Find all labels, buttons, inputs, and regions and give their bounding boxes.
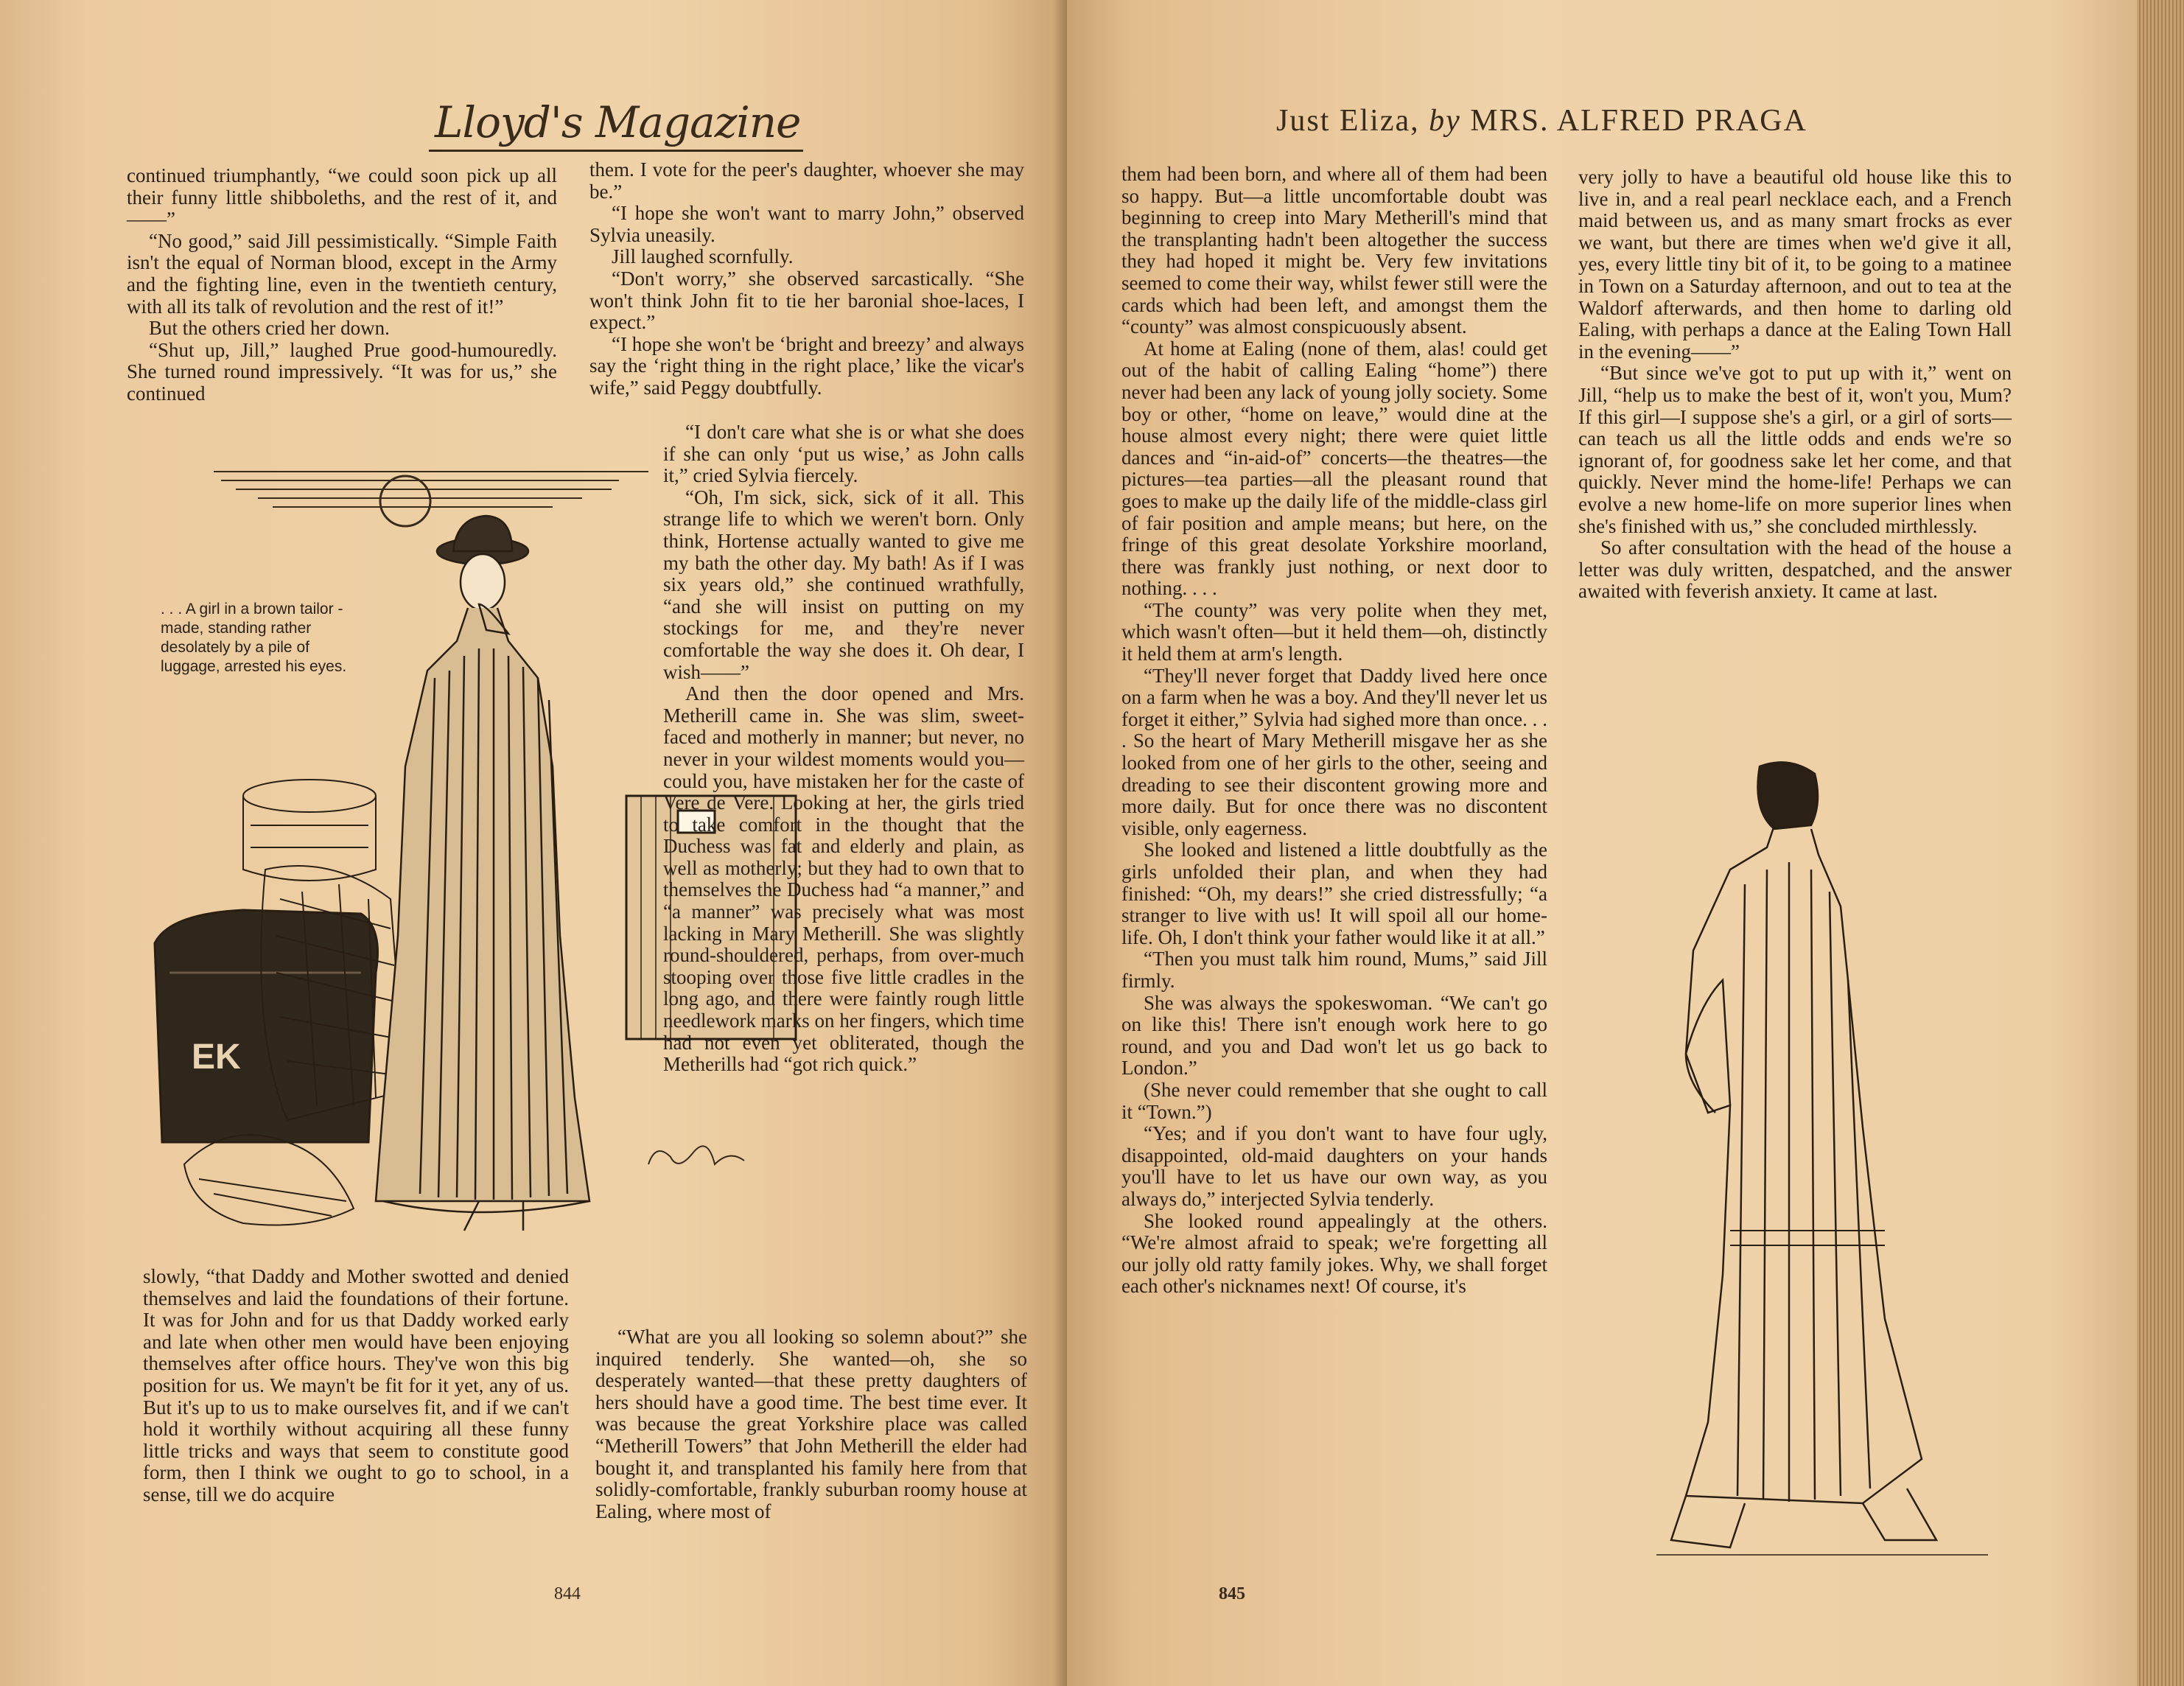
illustration-man-in-overcoat xyxy=(1642,759,2010,1577)
paragraph: And then the door opened and Mrs. Metherill came in. She was slim, sweet-faced and motherly in manner; but never, no never in your wildest moments would you—could you, have mistaken her for the caste of Vere de Vere. Looking at her, the girls tried to take comfort in the thought that the Duchess was fat and elderly and plain, as well as motherly; but they had to own that to themselves the Duchess had “a manner,” and “a manner” was precisely what was most lacking in Mary Metherill. She was slightly round-shouldered, perhaps, from over-much stooping over those five little cradles in the long ago, and there were faintly rough little needlework marks on her fingers, which time had not even yet obliterated, though the Metherills had “got rich quick.” xyxy=(663,682,1024,1076)
paragraph: “Shut up, Jill,” laughed Prue good-humouredly. She turned round impressively. “It was for us,” she continued xyxy=(127,338,557,405)
paragraph: continued triumphantly, “we could soon pick up all their funny little shibboleths, and the rest of it, and——” xyxy=(127,164,557,231)
page-number-left: 844 xyxy=(554,1584,581,1603)
page-edges xyxy=(2137,0,2184,1686)
left-column-1-bottom xyxy=(143,1266,569,1506)
paragraph: very jolly to have a beautiful old house like this to live in, and a real pearl necklace each, and a French maid between us, and as many smart frocks as ever we want, but there are times when we'd give it all, yes, every little tiny bit of it, to be going to a matinee in Town on a Saturday afternoon, and out to tea at the Waldorf afterwards, and then home to darling old Ealing, with perhaps a dance at the Ealing Town Hall in the evening——” xyxy=(1578,166,2012,363)
magazine-masthead xyxy=(435,97,800,147)
left-page xyxy=(0,0,1067,1686)
paragraph: them had been born, and where all of them had been so happy. But—a little uncomfortable doubt was beginning to creep into Mary Metherill's mind that the transplanting hadn't been altogether the success they had hoped it might be. Very few invitations seemed to come their way, whilst fewer still were the cards which had been left, and amongst them the “county” was almost conspicuously absent. xyxy=(1121,163,1547,338)
paragraph: “The county” was very polite when they met, which wasn't often—but it held them—oh, distinctly it held them at arm's length. xyxy=(1121,598,1547,665)
author-name: MRS. ALFRED PRAGA xyxy=(1470,104,1807,138)
paragraph: them. I vote for the peer's daughter, whoever she may be.” xyxy=(589,158,1024,203)
paragraph: “Oh, I'm sick, sick, sick of it all. This strange life to which we weren't born. Only think, Hortense actually wanted to give me my bath the other day. My bath! As if I was six years old,” she continued wrathfully, “and she will insist on putting on my stockings for me, and they're never comfortable the way she does it. Oh dear, I wish——” xyxy=(663,486,1024,683)
paragraph: “Yes; and if you don't want to have four ugly, disappointed, old-maid daughters on your hands you'll have to let us have our own way, as you always do,” interjected Sylvia tenderly. xyxy=(1121,1122,1547,1210)
trunk-initials: EK xyxy=(192,1038,241,1077)
paragraph: “Don't worry,” she observed sarcastically. “She won't think John fit to tie her baronial shoe-laces, I expect.” xyxy=(589,267,1024,334)
paragraph: Jill laughed scornfully. xyxy=(612,245,794,268)
running-head xyxy=(1276,103,1807,139)
left-column-2-middle xyxy=(663,422,1024,1076)
paragraph: “No good,” said Jill pessimistically. “Simple Faith isn't the equal of Norman blood, except in the Army and the fighting line, even in the twentieth century, with all its talk of revolution and the rest of it!” xyxy=(127,229,557,318)
paragraph: “Then you must talk him round, Mums,” said Jill firmly. xyxy=(1121,948,1547,992)
left-column-2-bottom xyxy=(595,1326,1027,1522)
byline-by: by xyxy=(1429,104,1461,138)
page-number-right: 845 xyxy=(1219,1584,1245,1603)
paragraph: “I don't care what she is or what she does if she can only ‘put us wise,’ as John calls it,” cried Sylvia fiercely. xyxy=(663,421,1024,487)
paragraph: So after consultation with the head of the house a letter was duly written, despatched, and the answer awaited with feverish anxiety. It came at last. xyxy=(1578,536,2012,603)
paragraph: She was always the spokeswoman. “We can't go on like this! There isn't enough work here to go round, and you and Dad won't let us go back to London.” xyxy=(1121,991,1547,1080)
paragraph: “But since we've got to put up with it,” went on Jill, “help us to make the best of it, won't you, Mum? If this girl—I suppose she's a girl, or a girl of sorts—can teach us all the little odds and ends we're so ignorant of, for goodness sake let her come, and that quickly. Never mind the home-life! Perhaps we can evolve a new home-life on more superior lines when she's finished with us,” she concluded mirthlessly. xyxy=(1578,362,2012,537)
right-column-2 xyxy=(1578,167,2012,603)
paragraph: But the others cried her down. xyxy=(149,317,390,340)
paragraph: “I hope she won't be ‘bright and breezy’ and always say the ‘right thing in the right place,’ like the vicar's wife,” said Peggy doubtfully. xyxy=(589,332,1024,399)
left-column-1-top xyxy=(127,165,557,405)
masthead-text: Lloyd's Magazine xyxy=(435,97,801,147)
right-page xyxy=(1067,0,2184,1686)
paragraph: She looked round appealingly at the others. “We're almost afraid to speak; we're forgetting all our jolly old ratty family jokes. Why, we shall forget each other's nicknames next! Of course, it's xyxy=(1121,1209,1547,1298)
paragraph: “What are you all looking so solemn about?” she inquired tenderly. She wanted—oh, she so desperately wanted—that these pretty daughters of hers should have a good time. The best time ever. It was because the great Yorkshire place was called “Metherill Towers” that John Metherill the elder had bought it, and transplanted his family here from that solidly-comfortable, frankly suburban roomy house at Ealing, where most of xyxy=(595,1326,1027,1522)
paragraph: slowly, “that Daddy and Mother swotted and denied themselves and laid the foundations of their fortune. It was for John and for us that Daddy worked early and late when other men would have been enjoying themselves after office hours. They've won this big position for us. We mayn't be fit for it yet, any of us. But it's up to us to make ourselves fit, and if we can't hold it worthily without acquiring all these funny little tricks and ways that seem to constitute good form, then I think we ought to go to school, in a sense, till we do acquire xyxy=(143,1265,569,1505)
right-column-1 xyxy=(1121,164,1547,1298)
left-column-2-top xyxy=(589,159,1024,399)
paragraph: “I hope she won't want to marry John,” observed Sylvia uneasily. xyxy=(589,202,1024,246)
story-title: Just Eliza, xyxy=(1276,104,1420,138)
paragraph: At home at Ealing (none of them, alas! could get out of the habit of calling Ealing “home”) there never had been any lack of young jolly society. Some boy or other, “home on leave,” would dine at the house almost every night; there were quiet little dances and “in-aid-of” concerts—the theatres—the pictures—tea parties—all the pleasant round that goes to make up the daily life of the middle-class girl of fair position and ample means; but here, on the fringe of this great desolate Yorkshire moorland, there was frankly just nothing, or next door to nothing. . . . xyxy=(1121,337,1547,600)
masthead-underline xyxy=(429,150,803,152)
paragraph: “They'll never forget that Daddy lived here once on a farm when he was a boy. And they'll never let us forget it either,” Sylvia had sighed more than once. . . . So the heart of Mary Metherill misgave her as she looked from one of her girls to the other, seeing and dreading to see their discontent growing more and more daily. But for once there was no discontent visible, only eagerness. xyxy=(1121,664,1547,839)
illustration-caption: . . . A girl in a brown tailor - made, standing rather desolately by a pile of luggage, arrested his eyes. xyxy=(161,601,347,675)
paragraph: (She never could remember that she ought to call it “Town.”) xyxy=(1121,1078,1547,1123)
paragraph: She looked and listened a little doubtfully as the girls unfolded their plan, and when they had finished: “Oh, my dears!” she cried distressfully; “a stranger to live with us! It will spoil all our home-life. Oh, I don't think your father would like it at all.” xyxy=(1121,839,1547,948)
